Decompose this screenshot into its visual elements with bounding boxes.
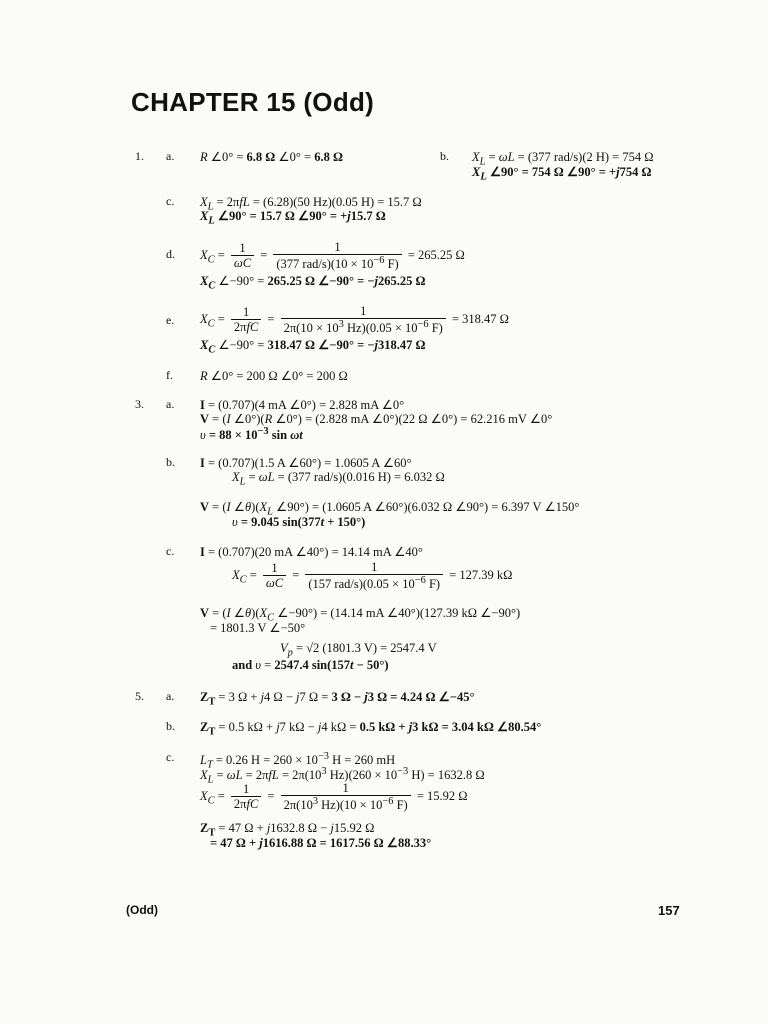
part-letter-5c: c. (166, 750, 175, 764)
equation-1a: R ∠0° = 6.8 Ω ∠0° = 6.8 Ω (200, 150, 343, 164)
equation-5c-line2: $X_L = \omega L = 2\pi fL = 2\pi(10^3$ $Hz)(260 \times 10^{-3}$ H) = 1632.8 Ω (200, 766, 485, 786)
part-letter-1d: d. (166, 247, 175, 261)
equation-5b: $Z_T = 0.5$ kΩ + j7 kΩ − j4 kΩ = 0.5 kΩ + j3 kΩ = 3.04 kΩ ∠80.54° (200, 720, 542, 738)
footer-label: (Odd) (126, 903, 158, 917)
problem-number-1: 1. (135, 149, 144, 163)
equation-3a-line3: $\upsilon = 88 \times 10^{-3}$ sin ωt (200, 426, 303, 443)
equation-3a-line1: I = (0.707)(4 mA ∠0°) = 2.828 mA ∠0° (200, 398, 405, 412)
part-letter-1a: a. (166, 149, 175, 163)
equation-1e-line2: $X_C$ ∠−90° = 318.47 Ω ∠−90° = −j318.47 Ω (200, 338, 426, 356)
equation-3c-line1: I = (0.707)(20 mA ∠40°) = 14.14 mA ∠40° (200, 545, 423, 559)
equation-1d-line1: $X_C$ = $\frac{1}{\omega C}$ = $\frac{1}{(377 rad/s)(10 \times 10^{-6} F)}$ = 265.25 Ω (200, 240, 465, 272)
part-letter-3b: b. (166, 455, 175, 469)
equation-1b-line1: $X_L = \omega L = (377$ rad/s)(2 H) = 754 Ω (472, 150, 654, 168)
equation-1c-line1: $X_L = 2\pi fL = (6.28)(50$ Hz)(0.05 H) = 15.7 Ω (200, 195, 422, 213)
chapter-title: CHAPTER 15 (Odd) (131, 87, 375, 117)
part-letter-1f: f. (166, 368, 173, 382)
equation-3b-line1: I = (0.707)(1.5 A ∠60°) = 1.0605 A ∠60° (200, 456, 412, 470)
equation-3a-line2: V = (I ∠0°)(R ∠0°) = (2.828 mA ∠0°)(22 Ω ∠0°) = 62.216 mV ∠0° (200, 412, 553, 426)
part-letter-5b: b. (166, 719, 175, 733)
equation-5c-line3: $X_C$ = $\frac{1}{\text{2πfC}}$ = $\frac{1}{2\pi(10^3 Hz)(10 \times 10^{-6} F)}$ = 15.92 Ω (200, 781, 468, 813)
equation-3b-line4: υ = 9.045 sin(377t + 150°) (232, 515, 366, 529)
part-letter-1e: e. (166, 313, 175, 327)
equation-5c-line5: = 47 Ω + j1616.88 Ω = 1617.56 Ω ∠88.33° (210, 836, 432, 850)
part-letter-3c: c. (166, 544, 175, 558)
equation-5c-line1: $L_T = 0.26$ $H = 260 \times 10^{-3}$ H = 260 mH (200, 751, 396, 771)
equation-1b-line2: $X_L$ ∠90° = 754 Ω ∠90° = +j754 Ω (472, 165, 652, 183)
part-letter-5a: a. (166, 689, 175, 703)
equation-3c-line3: V = (I $\angle\theta)(X_C$ ∠−90°) = (14.14 mA ∠40°)(127.39 kΩ ∠−90°) (200, 606, 521, 624)
equation-1d-line2: $X_C$ ∠−90° = 265.25 Ω ∠−90° = −j265.25 Ω (200, 274, 426, 292)
equation-3c-line4: = 1801.3 V ∠−50° (210, 621, 306, 635)
equation-5a: $Z_T = 3$ Ω + j4 Ω − j7 Ω = 3 Ω − j3 Ω = 4.24 Ω ∠−45° (200, 690, 475, 708)
equation-5c-line4: $Z_T = 47$ Ω + j1632.8 Ω − j15.92 Ω (200, 821, 375, 839)
equation-3c-line2: $X_C$ = $\frac{1}{\omega C}$ = $\frac{1}{(157 rad/s)(0.05 \times 10^{-6} F)}$ = 127.39 kΩ (232, 560, 513, 592)
part-letter-3a: a. (166, 397, 175, 411)
equation-3c-line6: and υ = 2547.4 sin(157t − 50°) (232, 658, 389, 672)
equation-3b-line3: V = (I $\angle\theta)(X_L$ ∠90°) = (1.0605 A ∠60°)(6.032 Ω ∠90°) = 6.397 V ∠150° (200, 500, 580, 518)
problem-number-3: 3. (135, 397, 144, 411)
part-letter-1b: b. (440, 149, 449, 163)
equation-3b-line2: $X_L = \omega L = (377$ rad/s)(0.016 H) = 6.032 Ω (232, 470, 445, 488)
part-letter-1c: c. (166, 194, 175, 208)
equation-1f: R ∠0° = 200 Ω ∠0° = 200 Ω (200, 369, 348, 383)
equation-1c-line2: $X_L$ ∠90° = 15.7 Ω ∠90° = +j15.7 Ω (200, 209, 386, 227)
equation-3c-line5: $V_p = √2$ (1801.3 V) = 2547.4 V (280, 641, 437, 659)
equation-1e-line1: $X_C$ = $\frac{1}{\text{2πfC}}$ = $\frac{1}{2\pi(10 \times 10^3 Hz)(0.05 \times 10^{-6} F)}$ = 318.47 Ω (200, 304, 509, 336)
page-number: 157 (658, 903, 680, 918)
problem-number-5: 5. (135, 689, 144, 703)
